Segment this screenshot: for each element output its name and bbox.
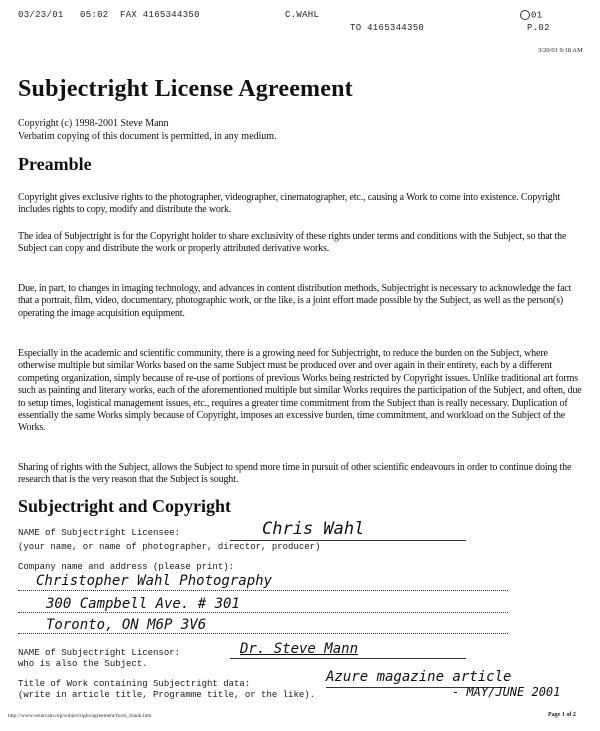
fax-circle-icon: [520, 10, 530, 20]
document-title: Subjectright License Agreement: [18, 76, 353, 102]
fax-date: 03/23/01: [18, 10, 64, 20]
preamble-paragraph-4: Especially in the academic and scientific community, there is a growing need for Subjectright, to reduce the burden on the Subject, where otherwise multiple but similar Works based on the same Subject must be produced over and over again in their entirety, each by a different competing organization, simply because of re-use of portions of previous Works being restricted by Copyright issues. Unlike traditional art forms such as painting and literary works, each of the aforementioned multiple but similar Works requires the participation of the Subject, and often, due to setup times, logistical management issues, etc., requires a greater time commitment from the Subject than is really necessary. Duplication of essentially the same Works simply because of Copyright, imposes an excessive burden, time commitment, and workload on the Subject of the Works.: [18, 348, 582, 434]
footer-url: http://www.wearcam.org/subjectright/agreement/form_blank.htm: [8, 713, 152, 719]
verbatim-line: Verbatim copying of this document is permitted, in any medium.: [18, 131, 277, 142]
licensee-value[interactable]: Chris Wahl: [262, 519, 365, 539]
licensee-hint: (your name, or name of photographer, director, producer): [18, 542, 321, 552]
work-label: Title of Work containing Subjectright data:: [18, 679, 251, 689]
preamble-heading: Preamble: [18, 154, 92, 174]
work-hint: (write in article title, Programme title, or the like).: [18, 690, 316, 700]
company-label: Company name and address (please print):: [18, 562, 235, 572]
company-line-3[interactable]: Toronto, ON M6P 3V6: [46, 617, 207, 633]
company-line-1[interactable]: Christopher Wahl Photography: [36, 573, 273, 589]
copyright-line: Copyright (c) 1998-2001 Steve Mann: [18, 118, 169, 129]
preamble-paragraph-1: Copyright gives exclusive rights to the photographer, videographer, cinematographer, etc., causing a Work to come into existence. Copyright includes rights to copy, modify and distribute the work.: [18, 192, 561, 216]
company-dots-3: [18, 633, 508, 634]
licensor-line: [230, 658, 466, 659]
licensee-label: NAME of Subjectright Licensee:: [18, 528, 181, 538]
fax-time: 05:02: [80, 10, 109, 20]
company-dots-2: [18, 612, 508, 613]
fax-sender: C.WAHL: [285, 10, 320, 20]
work-date[interactable]: - MAY/JUNE 2001: [452, 685, 561, 699]
fax-page-num: P.02: [527, 23, 550, 33]
licensor-hint: who is also the Subject.: [18, 659, 148, 669]
footer-page: Page 1 of 2: [548, 712, 576, 718]
fax-page-code: 01: [520, 10, 542, 20]
licensor-label: NAME of Subjectright Licensor:: [18, 648, 181, 658]
licensor-value[interactable]: Dr. Steve Mann: [240, 641, 359, 657]
preamble-paragraph-2: The idea of Subjectright is for the Copyright holder to share exclusivity of these rights under terms and conditions with the Subject, so that the Subject can copy and distribute the work or properly attributed derivative works.: [18, 231, 567, 255]
fax-number: FAX 4165344350: [120, 10, 200, 20]
work-value[interactable]: Azure magazine article: [326, 669, 512, 685]
section-heading: Subjectright and Copyright: [18, 496, 232, 516]
preamble-paragraph-3: Due, in part, to changes in imaging technology, and advances in content distribution methods, Subjectright is necessary to acknowledge the fact that a portrait, film, video, documentary, photographic work, or the like, is a joint effort made possible by the Subject, as well as the person(s) operating the image acquisition equipment.: [18, 283, 572, 319]
company-line-2[interactable]: 300 Campbell Ave. # 301: [46, 596, 240, 612]
received-stamp: 3/20/01 9:18 AM: [538, 47, 583, 54]
fax-to: TO 4165344350: [350, 23, 425, 33]
company-dots-1: [18, 590, 508, 591]
licensee-line: [230, 540, 466, 541]
preamble-paragraph-5: Sharing of rights with the Subject, allows the Subject to spend more time in pursuit of other scientific endeavours in order to continue doing the research that is the very reason that the Subject is sought.: [18, 462, 572, 486]
